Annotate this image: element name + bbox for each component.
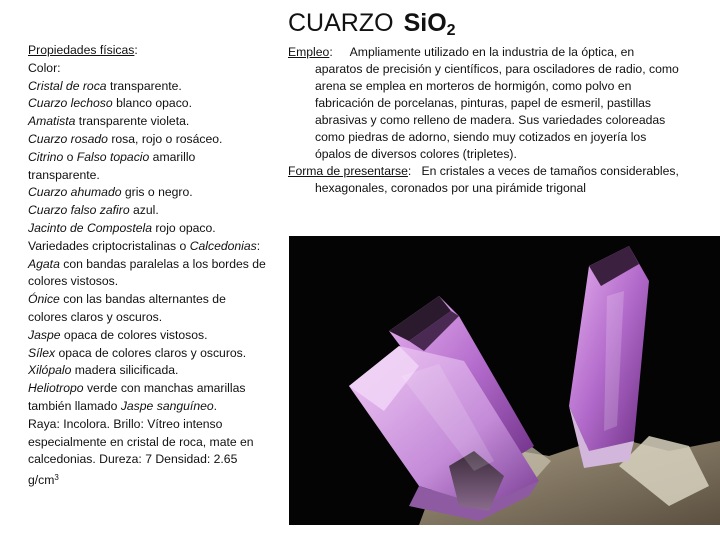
variety-item	[28, 149, 268, 185]
heliotropo-name: Heliotropo	[28, 381, 84, 396]
variety-name: Cuarzo ahumado	[28, 185, 122, 200]
slide-title	[288, 6, 456, 48]
variety-name: Jacinto de Compostela	[28, 220, 152, 235]
agata-name: Agata	[28, 256, 60, 271]
variety-item	[28, 202, 268, 220]
variety-item	[28, 345, 268, 363]
variety-name: Sílex	[28, 345, 56, 360]
variedades-intro: Variedades criptocristalinas o	[28, 238, 190, 253]
agata-desc: con bandas paralelas a los bordes de colores vistosos.	[28, 256, 266, 289]
empleo-colon: :	[329, 45, 333, 59]
variety-item	[28, 362, 268, 380]
jaspe-sanguineo: Jaspe sanguíneo	[120, 398, 214, 413]
variety-desc: blanco opaco.	[112, 96, 192, 111]
heliotropo-end: .	[213, 398, 218, 413]
color-label: Color:	[28, 60, 61, 75]
title-text: CUARZO	[288, 9, 394, 37]
empleo-paragraph	[288, 44, 684, 163]
variety-desc: opaca de colores vistosos.	[60, 327, 208, 342]
usage-column	[288, 44, 684, 197]
heliotropo-desc: verde con manchas amarillas también llamado	[28, 381, 246, 413]
variety-desc: con las bandas alternantes de colores claros y oscuros.	[28, 292, 226, 324]
heliotropo-item	[28, 380, 268, 416]
variety-desc: gris o negro.	[121, 185, 193, 200]
amethyst-crystal-illustration	[289, 236, 720, 525]
variety-item	[28, 113, 268, 131]
variety-name: Amatista	[28, 114, 76, 129]
variety-desc: opaca de colores claros y oscuros.	[55, 345, 247, 360]
variedades-name: Calcedonias	[189, 238, 257, 253]
variety-name: Xilópalo	[28, 363, 72, 378]
density-exponent: 3	[54, 473, 59, 483]
title-formula	[404, 9, 456, 37]
variety-desc: azul.	[129, 203, 159, 218]
variety-desc: amarillo transparente.	[28, 149, 196, 182]
variety-item	[28, 220, 268, 238]
formula-subscript: 2	[446, 22, 456, 39]
variety-name: Jaspe	[28, 327, 61, 342]
variety-name-alt: Falso topacio	[76, 149, 150, 164]
forma-colon: :	[407, 164, 412, 178]
amethyst-photo	[289, 236, 720, 525]
forma-label: Forma de presentarse	[288, 164, 408, 178]
empleo-label: Empleo	[288, 45, 330, 59]
physical-properties-summary	[28, 416, 268, 490]
variety-connector: o	[63, 149, 77, 164]
variety-name: Citrino	[28, 149, 64, 164]
variety-item	[28, 291, 268, 327]
properties-column	[28, 42, 268, 490]
properties-heading	[28, 42, 268, 60]
formula-prefix: Si	[403, 9, 428, 37]
empleo-text: Ampliamente utilizado en la industria de la óptica, en aparatos de precisión y científicos, para osciladores de radio, como arena se emplea en morteros de hormigón, como polvo en fabricación de porcelanas, pinturas, papel de esmeril, pastillas abrasivas y como relleno de madera. Sus variedades coloreadas como piedras de adorno, siendo muy cotizados en joyería los ópalos de diversos colores (tripletes).	[315, 45, 679, 161]
variety-name: Cuarzo lechoso	[28, 96, 113, 111]
variety-desc: transparente.	[106, 78, 182, 93]
variety-name: Cuarzo falso zafiro	[28, 203, 130, 218]
forma-paragraph	[288, 163, 684, 197]
variety-desc: madera silicificada.	[71, 363, 179, 378]
formula-main: O	[427, 9, 447, 37]
variety-item	[28, 95, 268, 113]
properties-heading-text: Propiedades físicas	[28, 43, 135, 57]
forma-text: En cristales a veces de tamaños considerables, hexagonales, coronados por una pirámide trigonal	[315, 164, 679, 195]
variedades-colon: :	[256, 238, 261, 253]
variety-item	[28, 131, 268, 149]
variety-item	[28, 78, 268, 96]
variety-item	[28, 327, 268, 345]
variety-desc: rojo opaco.	[151, 220, 216, 235]
variety-item	[28, 184, 268, 202]
variedades-item	[28, 238, 268, 291]
variety-name: Ónice	[28, 292, 60, 307]
variety-name: Cuarzo rosado	[28, 131, 108, 146]
variety-name: Cristal de roca	[28, 78, 107, 93]
summary-text: Raya: Incolora. Brillo: Vítreo intenso especialmente en cristal de roca, mate en calcedonias. Dureza: 7 Densidad: 2.65 g/cm	[28, 416, 254, 488]
properties-heading-colon: :	[134, 43, 138, 57]
variety-desc: rosa, rojo o rosáceo.	[107, 131, 223, 146]
variety-desc: transparente violeta.	[75, 114, 190, 129]
